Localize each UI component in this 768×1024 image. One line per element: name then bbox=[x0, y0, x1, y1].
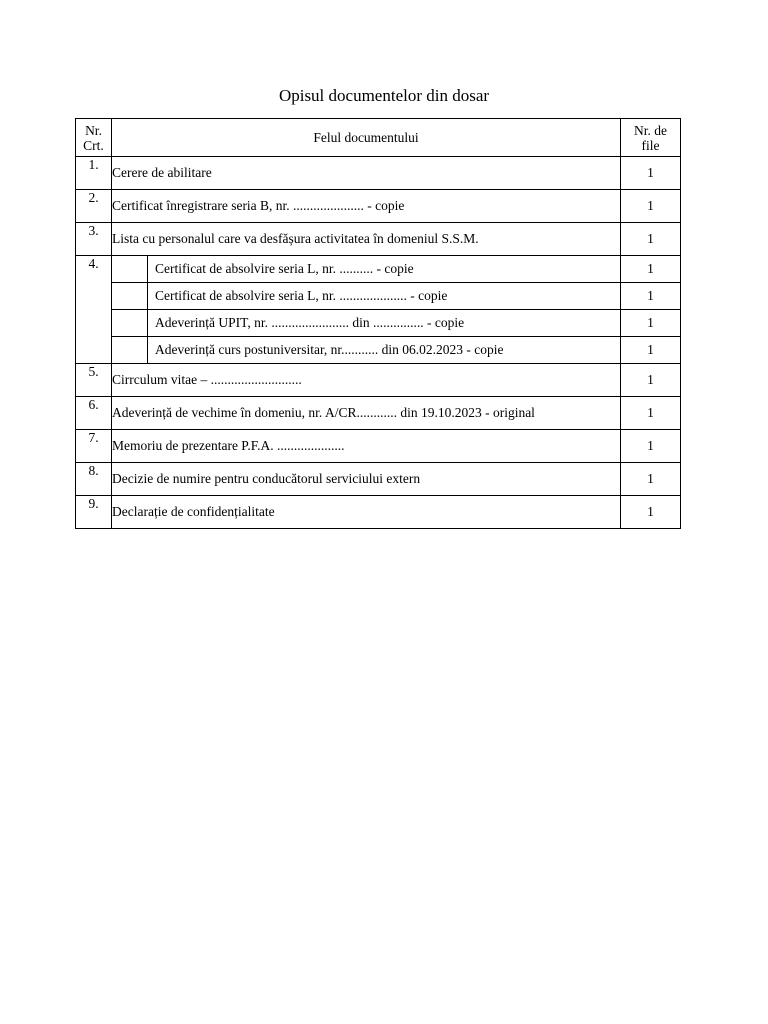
document-name: Declarație de confidențialitate bbox=[112, 496, 621, 529]
table-row bbox=[76, 223, 681, 256]
table-row bbox=[76, 430, 681, 463]
sub-document-name: Certificat de absolvire seria L, nr. .................... - copie bbox=[148, 283, 621, 310]
indent-cell bbox=[112, 256, 148, 283]
table-row bbox=[76, 397, 681, 430]
table-row bbox=[76, 310, 681, 337]
document-title: Opisul documentelor din dosar bbox=[278, 86, 490, 105]
table-row bbox=[76, 364, 681, 397]
header-nr-file: Nr. de file bbox=[621, 119, 681, 157]
file-count: 1 bbox=[621, 397, 681, 430]
document-name: Adeverință de vechime în domeniu, nr. A/CR............ din 19.10.2023 - original bbox=[112, 397, 621, 430]
file-count: 1 bbox=[621, 364, 681, 397]
documents-table bbox=[75, 118, 681, 529]
row-number: 4. bbox=[76, 256, 112, 364]
row-number: 7. bbox=[76, 430, 112, 463]
table-header-row bbox=[76, 119, 681, 157]
document-name: Decizie de numire pentru conducătorul serviciului extern bbox=[112, 463, 621, 496]
file-count: 1 bbox=[621, 223, 681, 256]
table-row bbox=[76, 496, 681, 529]
row-number: 1. bbox=[76, 157, 112, 190]
table-row bbox=[76, 283, 681, 310]
table-row bbox=[76, 463, 681, 496]
sub-document-name: Certificat de absolvire seria L, nr. .......... - copie bbox=[148, 256, 621, 283]
indent-cell bbox=[112, 283, 148, 310]
file-count: 1 bbox=[621, 310, 681, 337]
file-count: 1 bbox=[621, 256, 681, 283]
file-count: 1 bbox=[621, 337, 681, 364]
indent-cell bbox=[112, 337, 148, 364]
document-name: Lista cu personalul care va desfășura activitatea în domeniul S.S.M. bbox=[112, 223, 621, 256]
file-count: 1 bbox=[621, 430, 681, 463]
file-count: 1 bbox=[621, 283, 681, 310]
row-number: 9. bbox=[76, 496, 112, 529]
file-count: 1 bbox=[621, 496, 681, 529]
table-row bbox=[76, 190, 681, 223]
document-name: Certificat înregistrare seria B, nr. ..................... - copie bbox=[112, 190, 621, 223]
table-row bbox=[76, 337, 681, 364]
sub-document-name: Adeverință curs postuniversitar, nr........... din 06.02.2023 - copie bbox=[148, 337, 621, 364]
file-count: 1 bbox=[621, 463, 681, 496]
indent-cell bbox=[112, 310, 148, 337]
row-number: 5. bbox=[76, 364, 112, 397]
header-felul-documentului: Felul documentului bbox=[112, 119, 621, 157]
row-number: 6. bbox=[76, 397, 112, 430]
row-number: 3. bbox=[76, 223, 112, 256]
header-nr-crt: Nr. Crt. bbox=[76, 119, 112, 157]
table-row bbox=[76, 157, 681, 190]
file-count: 1 bbox=[621, 157, 681, 190]
sub-document-name: Adeverință UPIT, nr. ....................... din ............... - copie bbox=[148, 310, 621, 337]
row-number: 8. bbox=[76, 463, 112, 496]
file-count: 1 bbox=[621, 190, 681, 223]
table-row bbox=[76, 256, 681, 283]
document-name: Memoriu de prezentare P.F.A. .................... bbox=[112, 430, 621, 463]
document-name: Cerere de abilitare bbox=[112, 157, 621, 190]
document-name: Cirrculum vitae – ........................... bbox=[112, 364, 621, 397]
row-number: 2. bbox=[76, 190, 112, 223]
